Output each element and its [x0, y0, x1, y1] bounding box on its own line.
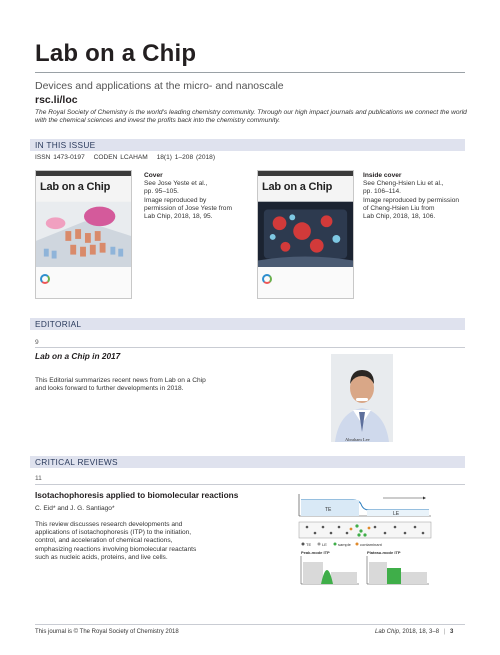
cover-artwork: [36, 201, 131, 269]
review-page-number: 11: [35, 475, 42, 482]
cover-line: See Cheng-Hsien Liu et al.,: [363, 180, 444, 188]
summary-line: and looks forward to further developments in 2018.: [35, 385, 184, 393]
editorial-rule: [35, 347, 465, 348]
editor-portrait-image: [331, 354, 393, 442]
rsc-blurb: The Royal Society of Chemistry is the world’s leading chemistry community. Through our high impact journals and publications we connect the world with the chemical sciences and invest the profits back into the chemistry community.: [35, 109, 467, 125]
inside-cover-caption: [363, 172, 459, 221]
volume-info: 18(1) 1–208 (2018): [156, 154, 216, 161]
editorial-page-number: 9: [35, 339, 39, 346]
editorial-summary: [35, 377, 206, 393]
section-header-critical-reviews: CRITICAL REVIEWS: [30, 456, 465, 468]
cover-image[interactable]: [35, 170, 132, 299]
summary-line: This Editorial summarizes recent news from Lab on a Chip: [35, 377, 206, 384]
cover-caption: [144, 172, 232, 221]
peak-mode-label: Peak-mode ITP: [301, 550, 330, 555]
rsc-logo-icon: [40, 274, 50, 284]
review-authors: C. Eid* and J. G. Santiago*: [35, 505, 115, 512]
rsc-logo-icon: [262, 274, 272, 284]
header-rule: [35, 72, 465, 73]
summary-line: control, and acceleration of chemical reactions,: [35, 537, 173, 545]
cover-top-strip: [36, 171, 131, 176]
inside-cover-image[interactable]: [257, 170, 354, 299]
cover-footer: [258, 267, 353, 298]
section-header-editorial: EDITORIAL: [30, 318, 465, 330]
journal-url[interactable]: rsc.li/loc: [35, 94, 78, 106]
footer-rule: [35, 624, 465, 625]
summary-line: such as nucleic acids, proteins, and live cells.: [35, 553, 168, 561]
te-label: TE: [325, 507, 332, 513]
review-summary: [35, 521, 285, 562]
plateau-mode-label: Plateau-mode ITP: [367, 550, 401, 555]
footer-citation: [375, 629, 453, 635]
cover-line: Image reproduced by permission: [363, 196, 460, 204]
editorial-title[interactable]: Lab on a Chip in 2017: [35, 351, 121, 361]
cover-top-strip: [258, 171, 353, 176]
summary-line: emphasizing reactions involving biomolecular reactants: [35, 545, 197, 553]
cover-line: pp. 106–114.: [363, 188, 402, 196]
inside-cover-artwork: [258, 201, 353, 269]
cover-line: of Cheng-Hsien Liu from: [363, 204, 435, 212]
cover-logo: Lab on a Chip: [262, 181, 333, 193]
cover-line: See Jose Yeste et al.,: [144, 180, 208, 188]
editor-photo: [331, 354, 393, 442]
cover-logo: Lab on a Chip: [40, 181, 111, 193]
cover-line: Image reproduced by: [144, 196, 207, 204]
legend-contaminant: contaminant: [360, 542, 382, 547]
review-title[interactable]: Isotachophoresis applied to biomolecular reactions: [35, 490, 239, 500]
legend-te: TE: [306, 542, 312, 547]
cover-line: Lab Chip, 2018, 18, 106.: [363, 213, 436, 221]
issn: ISSN 1473-0197: [35, 154, 85, 161]
itp-figure: [295, 490, 435, 590]
summary-line: applications of isotachophoresis (ITP) to the initiation,: [35, 529, 192, 537]
coden: CODEN LCAHAM: [93, 154, 148, 161]
le-label: LE: [393, 511, 400, 517]
footer-journal: Lab Chip: [375, 629, 400, 635]
journal-subtitle: Devices and applications at the micro- and nanoscale: [35, 80, 284, 92]
cover-heading: Inside cover: [363, 172, 402, 179]
footer-page-number: 3: [449, 629, 454, 635]
section-header-in-this-issue: IN THIS ISSUE: [30, 139, 465, 151]
legend-le: LE: [322, 542, 327, 547]
cover-footer: [36, 267, 131, 298]
review-rule: [35, 484, 465, 485]
journal-title: Lab on a Chip: [35, 40, 197, 67]
legend-sample: sample: [338, 542, 351, 547]
cover-line: permission of Jose Yeste from: [144, 204, 232, 212]
cover-line: pp. 95–105.: [144, 188, 179, 196]
photo-caption: Abraham Lee: [345, 437, 370, 442]
issn-line: [35, 154, 221, 161]
cover-line: Lab Chip, 2018, 18, 95.: [144, 213, 213, 221]
summary-line: This review discusses research developments and: [35, 521, 183, 528]
footer-citation-rest: , 2018, 18, 3–8: [399, 629, 440, 635]
footer-copyright: This journal is © The Royal Society of Chemistry 2018: [35, 629, 179, 635]
footer-separator: |: [443, 629, 446, 635]
cover-heading: Cover: [144, 172, 163, 179]
